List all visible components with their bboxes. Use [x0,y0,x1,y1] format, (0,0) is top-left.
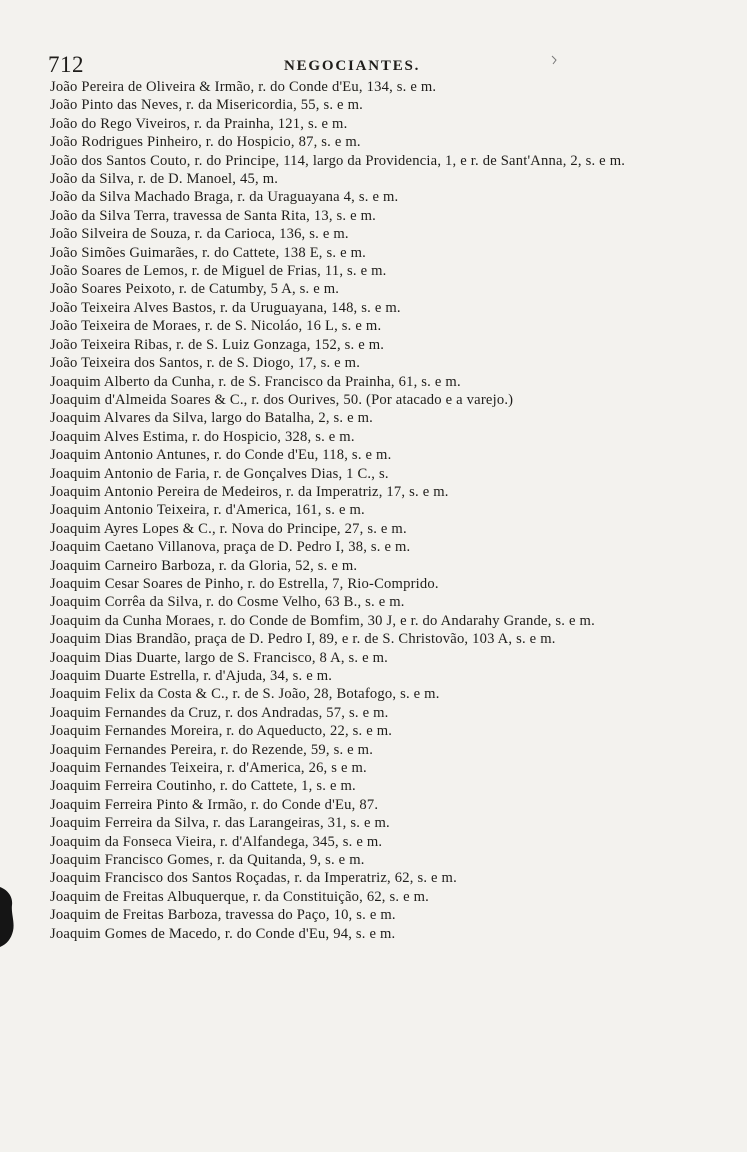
list-item: Joaquim de Freitas Albuquerque, r. da Constituição, 62, s. e m. [50,888,430,905]
list-item: João Rodrigues Pinheiro, r. do Hospicio, 87, s. e m. [50,134,361,151]
list-item: Joaquim Fernandes Pereira, r. do Rezende, 59, s. e m. [50,741,374,758]
list-item: Joaquim Alves Estima, r. do Hospicio, 328, s. e m. [50,428,355,445]
list-item: Joaquim Caetano Villanova, praça de D. Pedro I, 38, s. e m. [50,539,411,556]
list-item: João Pereira de Oliveira & Irmão, r. do Conde d'Eu, 134, s. e m. [50,79,437,95]
list-item: Joaquim Antonio Teixeira, r. d'America, 161, s. e m. [50,502,365,519]
merchant-list [50,78,690,943]
list-item: Joaquim Dias Brandão, praça de D. Pedro I, 89, e r. de S. Christovão, 103 A, s. e m. [50,631,556,648]
list-item: Joaquim de Freitas Barboza, travessa do Paço, 10, s. e m. [50,907,396,924]
list-item: João dos Santos Couto, r. do Principe, 114, largo da Providencia, 1, e r. de Sant'Anna, 2, s. e m. [50,152,626,169]
list-item: Joaquim Ferreira Coutinho, r. do Cattete, 1, s. e m. [50,778,356,795]
list-item: Joaquim Fernandes Moreira, r. do Aqueducto, 22, s. e m. [50,723,393,740]
list-item: Joaquim Dias Duarte, largo de S. Francisco, 8 A, s. e m. [50,649,389,666]
list-item: João da Silva Machado Braga, r. da Uraguayana 4, s. e m. [50,189,399,206]
list-item: Joaquim Cesar Soares de Pinho, r. do Estrella, 7, Rio-Comprido. [50,575,439,592]
list-item: Joaquim Francisco Gomes, r. da Quitanda, 9, s. e m. [50,852,365,869]
list-item: Joaquim Fernandes da Cruz, r. dos Andradas, 57, s. e m. [50,704,389,721]
page-number: 712 [48,52,84,77]
list-item: João Simões Guimarães, r. do Cattete, 138 E, s. e m. [50,244,367,261]
list-item: Joaquim Duarte Estrella, r. d'Ajuda, 34, s. e m. [50,668,333,684]
list-item: João Soares de Lemos, r. de Miguel de Frias, 11, s. e m. [50,263,387,280]
ink-blot [0,887,16,947]
list-item: Joaquim Alvares da Silva, largo do Batalha, 2, s. e m. [50,410,374,427]
list-item: João Soares Peixoto, r. de Catumby, 5 A, s. e m. [50,281,340,298]
list-item: Joaquim Fernandes Teixeira, r. d'America, 26, s e m. [50,760,367,777]
list-item: João do Rego Viveiros, r. da Prainha, 121, s. e m. [50,115,348,132]
list-item: Joaquim Ferreira da Silva, r. das Larangeiras, 31, s. e m. [50,815,390,832]
running-title: NEGOCIANTES. [284,58,421,74]
list-item: Joaquim Antonio Pereira de Medeiros, r. da Imperatriz, 17, s. e m. [50,483,449,500]
list-item: João da Silva Terra, travessa de Santa Rita, 13, s. e m. [50,207,377,224]
small-ink-mark [551,55,557,65]
list-item: João Teixeira de Moraes, r. de S. Nicoláo, 16 L, s. e m. [50,318,382,335]
list-item: Joaquim Carneiro Barboza, r. da Gloria, 52, s. e m. [50,557,358,574]
list-item: Joaquim Antonio Antunes, r. do Conde d'Eu, 118, s. e m. [50,447,392,464]
list-item: João Pinto das Neves, r. da Misericordia, 55, s. e m. [50,97,363,114]
list-item: Joaquim d'Almeida Soares & C., r. dos Ourives, 50. (Por atacado e a varejo.) [50,391,514,408]
list-item: Joaquim Felix da Costa & C., r. de S. João, 28, Botafogo, s. e m. [50,686,440,703]
list-item: Joaquim Francisco dos Santos Roçadas, r. da Imperatriz, 62, s. e m. [50,870,457,887]
list-item: Joaquim Corrêa da Silva, r. do Cosme Velho, 63 B., s. e m. [50,594,405,611]
list-item: Joaquim Ferreira Pinto & Irmão, r. do Conde d'Eu, 87. [50,796,379,813]
list-item: João da Silva, r. de D. Manoel, 45, m. [50,171,279,188]
list-item: João Teixeira Ribas, r. de S. Luiz Gonzaga, 152, s. e m. [50,336,385,353]
list-item: Joaquim Antonio de Faria, r. de Gonçalves Dias, 1 C., s. [50,465,389,482]
list-item: João Teixeira dos Santos, r. de S. Diogo, 17, s. e m. [50,355,361,372]
list-item: Joaquim Ayres Lopes & C., r. Nova do Principe, 27, s. e m. [50,520,407,537]
list-item: Joaquim da Cunha Moraes, r. do Conde de Bomfim, 30 J, e r. do Andarahy Grande, s. e m. [50,612,595,629]
list-item: Joaquim da Fonseca Vieira, r. d'Alfandega, 345, s. e m. [50,833,383,850]
page-header [48,52,698,78]
list-item: João Silveira de Souza, r. da Carioca, 136, s. e m. [50,226,349,243]
list-item: Joaquim Gomes de Macedo, r. do Conde d'Eu, 94, s. e m. [50,925,396,942]
list-item: Joaquim Alberto da Cunha, r. de S. Francisco da Prainha, 61, s. e m. [50,373,461,390]
list-item: João Teixeira Alves Bastos, r. da Uruguayana, 148, s. e m. [50,299,401,316]
